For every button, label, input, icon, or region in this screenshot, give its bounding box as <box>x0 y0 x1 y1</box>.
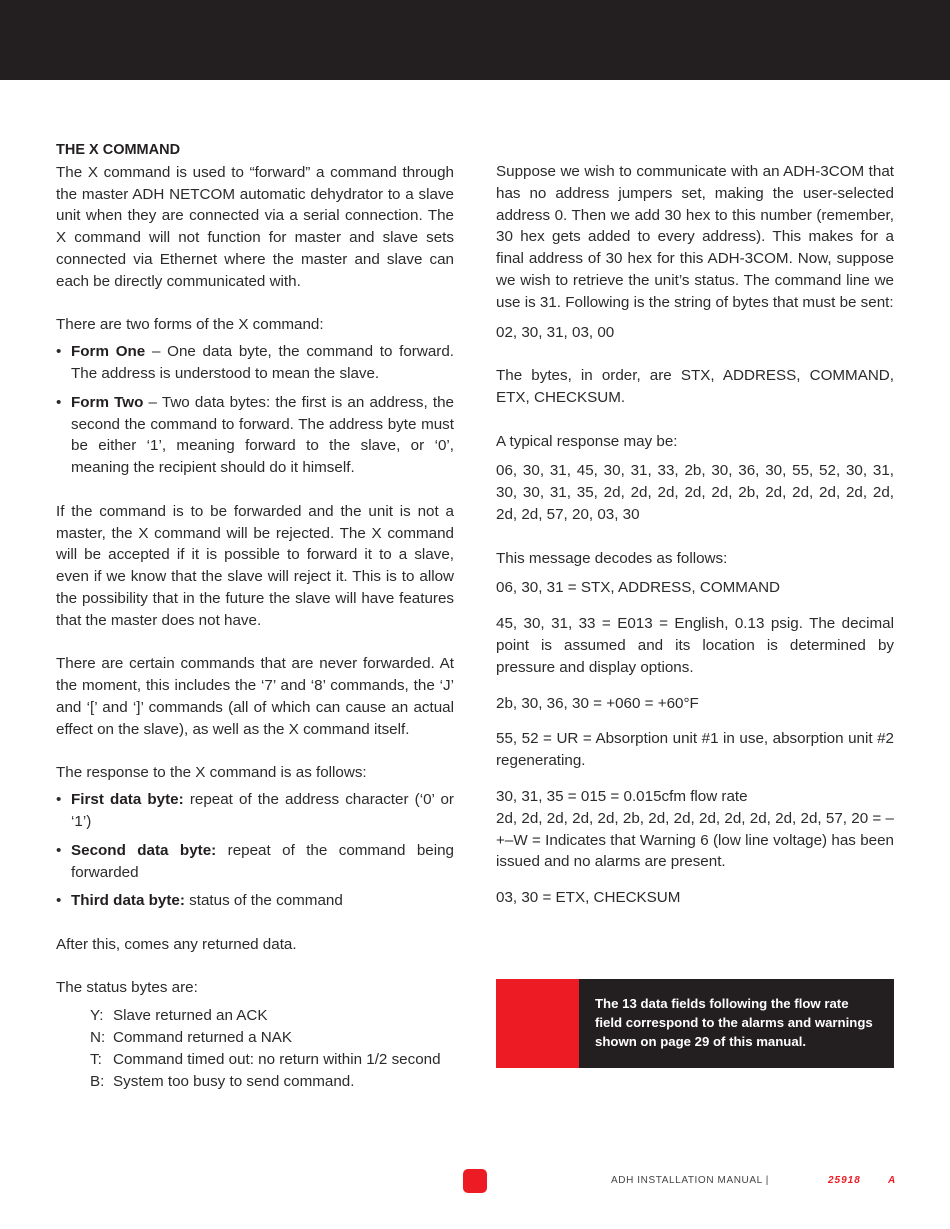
status-intro: The status bytes are: <box>56 979 198 997</box>
bytes-sent: 02, 30, 31, 03, 00 <box>496 323 615 341</box>
forms-list <box>56 341 454 479</box>
bytes-order: The bytes, in order, are STX, ADDRESS, COMMAND, ETX, CHECKSUM. <box>496 367 894 406</box>
first-byte-term: First data byte: <box>71 791 184 809</box>
status-desc: Slave returned an ACK <box>113 1007 268 1025</box>
decode-line: 55, 52 = UR = Absorption unit #1 in use, absorption unit #2 regenerating. <box>496 730 894 770</box>
status-code: Y: <box>90 1007 104 1025</box>
status-code: N: <box>90 1029 106 1047</box>
page-marker <box>463 1169 487 1193</box>
list-item: • Form One – One data byte, the command to forward. The address is understood to mean the slave. <box>56 343 454 382</box>
after-paragraph: After this, comes any returned data. <box>56 935 297 953</box>
status-row <box>90 1005 454 1027</box>
suppose-paragraph: Suppose we wish to communicate with an ADH-3COM that has no address jumpers set, making the user-selected address 0. Then we add 30 hex to this number (remember, 30 hex gets added to every address). This makes for a final address of 30 hex for this ADH-3COM. Now, suppose we wish to retrieve the unit’s status. The command line we use is 31. Following is the string of bytes that must be sent: <box>496 163 894 311</box>
form-one-text: – One data byte, the command to forward. The address is understood to mean the slave. <box>71 343 454 382</box>
status-desc: System too busy to send command. <box>113 1072 355 1090</box>
status-row <box>90 1027 454 1049</box>
footer-doc-number: 25918 <box>828 1175 861 1186</box>
status-row <box>90 1071 454 1093</box>
form-two-term: Form Two <box>71 393 144 411</box>
footer-revision: A <box>888 1175 896 1186</box>
decode-line: 03, 30 = ETX, CHECKSUM <box>496 889 681 907</box>
status-desc: Command timed out: no return within 1/2 second <box>113 1050 441 1068</box>
third-byte-text: status of the command <box>184 892 343 910</box>
note-callout <box>496 979 894 1068</box>
third-byte-term: Third data byte: <box>71 892 185 910</box>
intro-paragraph: The X command is used to “forward” a command through the master ADH NETCOM automatic dehydrator to a slave unit when they are connected via a serial connection. The X command will not function for master and slave sets connected via Ethernet where the master and slave can each be directly communicated with. <box>56 163 454 290</box>
footer-manual-title: ADH INSTALLATION MANUAL | <box>611 1175 769 1186</box>
form-two-text: – Two data bytes: the first is an address, the second the command to forward. The address byte must be either ‘1’, meaning forward to the slave, or ‘0’, meaning the recipient should do it himself. <box>71 393 454 477</box>
response-intro: The response to the X command is as follows: <box>56 764 367 782</box>
list-item: • Third data byte: status of the command <box>56 892 343 910</box>
status-code: T: <box>90 1050 102 1068</box>
section-heading: THE X COMMAND <box>56 142 181 158</box>
decode-line: 2b, 30, 36, 30 = +060 = +60°F <box>496 694 699 712</box>
never-forwarded-paragraph: There are certain commands that are never forwarded. At the moment, this includes the ‘7’ and ‘8’ commands, the ‘J’ and ‘[’ and ‘]’ commands (all of which can cause an actual effect on the slave), as well as the X command itself. <box>56 655 454 738</box>
list-item: • Second data byte: repeat of the command being forwarded <box>56 841 454 881</box>
list-item: • First data byte: repeat of the address character (‘0’ or ‘1’) <box>56 791 454 830</box>
second-byte-term: Second data byte: <box>71 841 217 859</box>
decodes-intro: This message decodes as follows: <box>496 549 728 567</box>
decode-line: 45, 30, 31, 33 = E013 = English, 0.13 psig. The decimal point is assumed and its location is determined by pressure and display options. <box>496 615 894 676</box>
first-byte-text: repeat of the address character (‘0’ or ‘1’) <box>71 791 454 830</box>
note-text: The 13 data fields following the flow rate field correspond to the alarms and warnings shown on page 29 of this manual. <box>579 979 894 1068</box>
status-code: B: <box>90 1072 105 1090</box>
decode-line: 30, 31, 35 = 015 = 0.015cfm flow rate <box>496 787 748 805</box>
header-band <box>0 0 950 80</box>
left-column <box>56 140 454 1092</box>
form-one-term: Form One <box>71 343 146 361</box>
decode-line: 2d, 2d, 2d, 2d, 2d, 2b, 2d, 2d, 2d, 2d, 2d, 2d, 2d, 57, 20 = –+–W = Indicates that Warning 6 (low line voltage) has been issued and no alarms are present. <box>496 809 894 871</box>
status-desc: Command returned a NAK <box>113 1029 292 1047</box>
response-list <box>56 789 454 912</box>
status-list <box>56 1005 454 1092</box>
status-row <box>90 1049 454 1071</box>
typical-intro: A typical response may be: <box>496 432 678 450</box>
list-item: • Form Two – Two data bytes: the first is an address, the second the command to forward. The address byte must be either ‘1’, meaning forward to the slave, or ‘0’, meaning the recipient should do it himself. <box>56 393 454 477</box>
note-accent <box>496 979 579 1068</box>
second-byte-text: repeat of the command being forwarded <box>71 841 454 881</box>
rejected-paragraph: If the command is to be forwarded and the unit is not a master, the X command will be rejected. The X command will be accepted if it is possible to forward it to a slave, even if we know that the slave will reject it. This is to allow the possibility that in the future the slave will have features that the master does not have. <box>56 502 454 629</box>
right-column <box>496 161 894 909</box>
typical-bytes: 06, 30, 31, 45, 30, 31, 33, 2b, 30, 36, 30, 55, 52, 30, 31, 30, 30, 31, 35, 2d, 2d, 2d, 2d, 2d, 2b, 2d, 2d, 2d, 2d, 2d, 2d, 2d, 57, 20, 03, 30 <box>496 462 894 523</box>
forms-intro: There are two forms of the X command: <box>56 316 324 334</box>
decode-line: 06, 30, 31 = STX, ADDRESS, COMMAND <box>496 579 781 597</box>
